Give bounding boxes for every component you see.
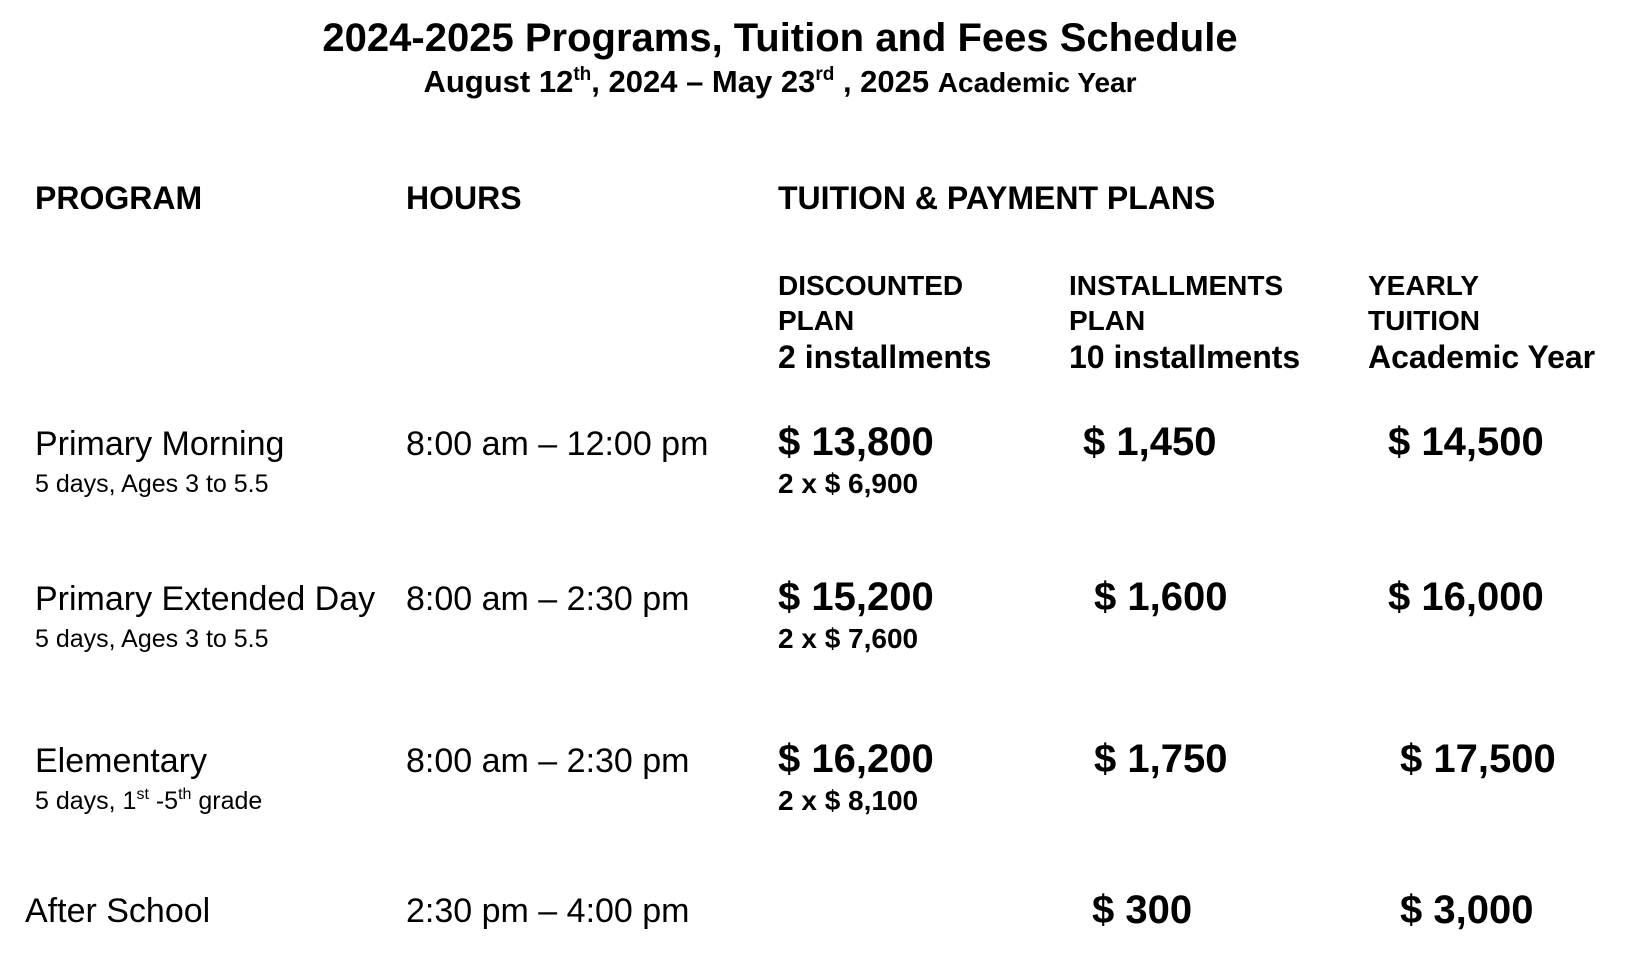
hours-column-header: HOURS [406,180,522,216]
program-name: Primary Morning [35,425,285,463]
installments-plan-line2: PLAN [1069,305,1146,336]
program-detail: 5 days, Ages 3 to 5.5 [35,625,269,653]
program-detail-part3: grade [191,787,263,815]
end-date-suffix: rd [815,64,835,85]
discounted-split: 2 x $ 8,100 [778,785,919,816]
yearly-price: $ 14,500 [1388,420,1544,464]
discounted-price: $ 13,800 [778,420,934,464]
discounted-plan-line3: 2 installments [778,339,992,375]
installment-price: $ 300 [1092,888,1193,932]
program-detail-sup1: st [136,786,149,803]
program-detail-part2: -5 [148,787,179,815]
yearly-price: $ 16,000 [1388,575,1544,619]
program-name: After School [25,892,211,930]
program-detail [35,787,262,816]
end-year: , 2025 [834,64,930,99]
program-detail-part1: 5 days, 1 [35,787,137,815]
installments-plan-line1: INSTALLMENTS [1069,270,1284,301]
program-hours: 8:00 am – 2:30 pm [406,742,690,780]
discounted-plan-line1: DISCOUNTED [778,270,964,301]
program-name: Primary Extended Day [35,580,376,618]
program-detail-sup2: th [178,786,192,803]
start-date-suffix: th [573,64,592,85]
installments-plan-line3: 10 installments [1069,339,1301,375]
program-column-header: PROGRAM [35,180,203,216]
installment-price: $ 1,600 [1094,575,1228,619]
installment-price: $ 1,750 [1094,737,1228,781]
program-hours: 8:00 am – 12:00 pm [406,425,709,463]
academic-year-label: Academic Year [937,67,1137,98]
installments-plan-header [1069,268,1300,376]
yearly-tuition-header [1368,268,1595,376]
discounted-split: 2 x $ 7,600 [778,623,919,654]
discounted-split: 2 x $ 6,900 [778,468,919,499]
page-title: 2024-2025 Programs, Tuition and Fees Schedule [322,16,1238,60]
academic-year-dates [0,64,1560,100]
installment-price: $ 1,450 [1083,420,1217,464]
program-detail: 5 days, Ages 3 to 5.5 [35,470,269,498]
discounted-price: $ 15,200 [778,575,934,619]
discounted-plan-line2: PLAN [778,305,855,336]
yearly-tuition-line3: Academic Year [1368,339,1596,375]
yearly-price: $ 17,500 [1400,737,1556,781]
yearly-price: $ 3,000 [1400,888,1534,932]
tuition-column-header: TUITION & PAYMENT PLANS [778,180,1216,216]
discounted-price: $ 16,200 [778,737,934,781]
start-date: August 12 [423,64,574,99]
program-hours: 2:30 pm – 4:00 pm [406,892,690,930]
program-name: Elementary [35,742,207,780]
program-hours: 8:00 am – 2:30 pm [406,580,690,618]
discounted-plan-header [778,268,991,376]
yearly-tuition-line2: TUITION [1368,305,1480,336]
yearly-tuition-line1: YEARLY [1368,270,1480,301]
date-range-middle: , 2024 – May 23 [591,64,816,99]
